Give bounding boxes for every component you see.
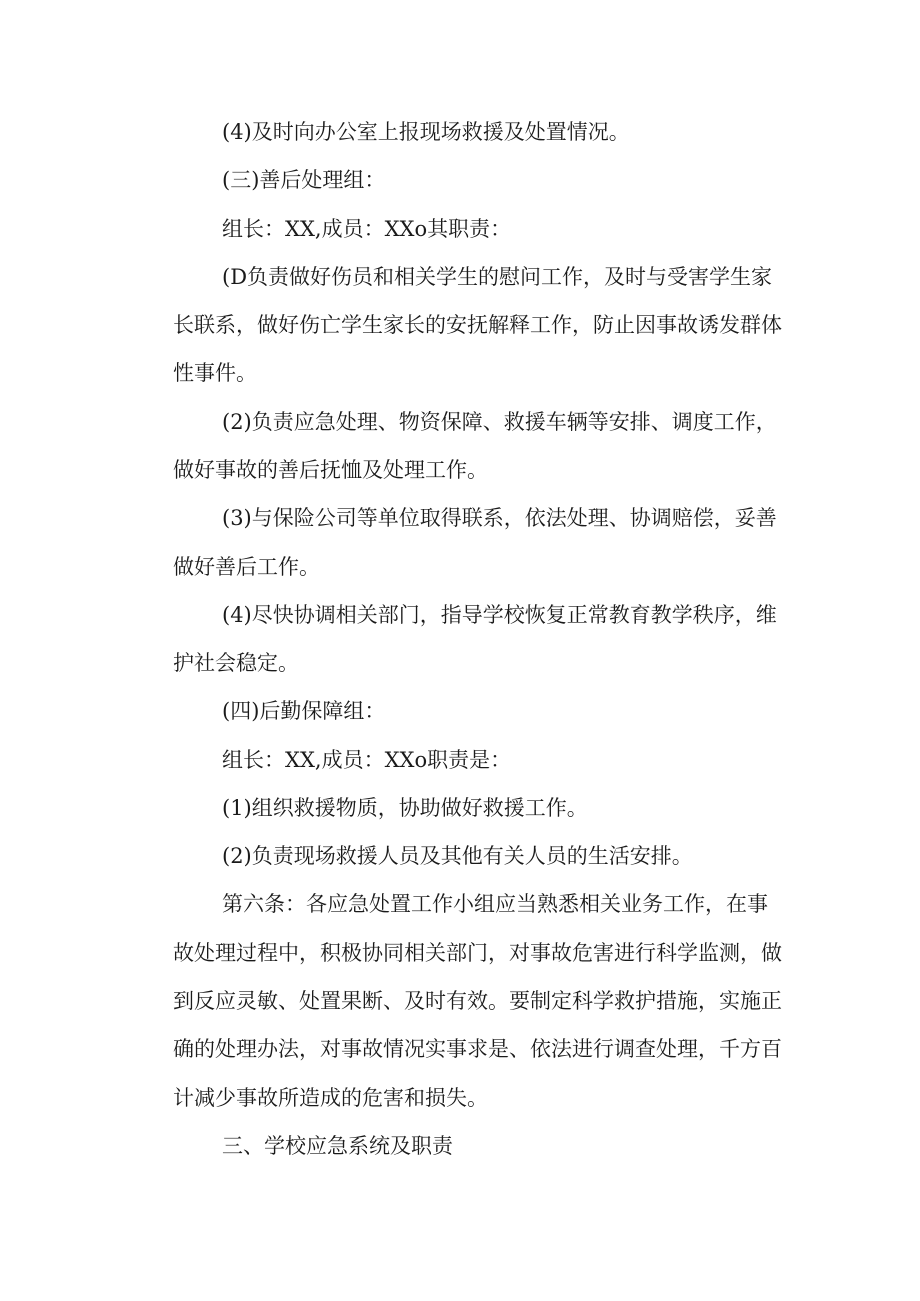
paragraph-line: 护社会稳定。 (173, 651, 299, 675)
section-heading-logistics-group: (四)后勤保障组： (222, 699, 386, 723)
paragraph-line: 第六条：各应急处置工作小组应当熟悉相关业务工作，在事 (222, 892, 768, 916)
section-heading-aftermath-group: (三)善后处理组： (222, 168, 386, 192)
paragraph-line: 做好善后工作。 (173, 555, 320, 579)
paragraph-line: 故处理过程中，积极协同相关部门，对事故危害进行科学监测，做 (173, 941, 782, 965)
paragraph-line: 性事件。 (173, 361, 257, 385)
paragraph-line: 组长：XX,成员：XXo职责是： (222, 748, 512, 772)
paragraph-line: 做好事故的善后抚恤及处理工作。 (173, 458, 488, 482)
paragraph-line: (1)组织救援物质，协助做好救援工作。 (222, 796, 588, 820)
paragraph-line: (4)及时向办公室上报现场救援及处置情况。 (222, 120, 630, 144)
paragraph-line: (2)负责应急处理、物资保障、救援车辆等安排、调度工作， (222, 410, 777, 434)
paragraph-line: (3)与保险公司等单位取得联系，依法处理、协调赔偿，妥善 (222, 506, 777, 530)
paragraph-line: 长联系，做好伤亡学生家长的安抚解释工作，防止因事故诱发群体 (173, 313, 782, 337)
paragraph-line: 到反应灵敏、处置果断、及时有效。要制定科学救护措施，实施正 (173, 989, 782, 1013)
paragraph-line: (4)尽快协调相关部门，指导学校恢复正常教育教学秩序，维 (222, 603, 777, 627)
section-heading-school-emergency-system: 三、学校应急系统及职责 (222, 1134, 453, 1158)
paragraph-line: 计减少事故所造成的危害和损失。 (173, 1086, 488, 1110)
paragraph-line: 确的处理办法，对事故情况实事求是、依法进行调查处理，千方百 (173, 1037, 782, 1061)
paragraph-line: (D负责做好伤员和相关学生的慰问工作，及时与受害学生家 (222, 265, 773, 289)
paragraph-line: (2)负责现场救援人员及其他有关人员的生活安排。 (222, 844, 693, 868)
paragraph-line: 组长：XX,成员：XXo其职责： (222, 217, 512, 241)
